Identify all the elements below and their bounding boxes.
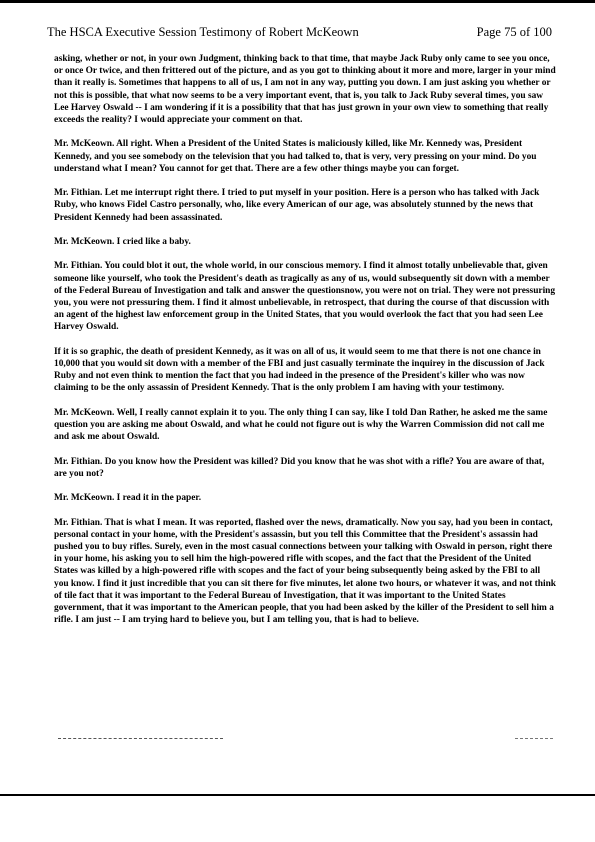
paragraph-3 bbox=[54, 187, 557, 224]
paragraph-text: I cried like a baby. bbox=[116, 237, 191, 247]
paragraph-text: asking, whether or not, in your own Judgment, thinking back to that time, that maybe Jack Ruby only came to see you once, or once Or twice, and then frittered out of the picture, and as you got to thinking about it more and more, larger in your mind than it really is. Sometimes that happens to all of us, I am not in any way, putting you down. I am just asking you whether or not this is possible, that what now seems to be a very important event, that is, you talk to Jack Ruby several times, you saw Lee Harvey Oswald -- I am wondering if it is a possibility that that has just grown in your own view to something that really exceeds the reality? I would appreciate your comment on that. bbox=[54, 54, 556, 126]
speaker-label: Mr. Fithian. bbox=[54, 188, 103, 199]
speaker-label: Mr. McKeown. bbox=[54, 237, 115, 247]
speaker-label: Mr. McKeown. bbox=[54, 493, 115, 504]
paragraph-8 bbox=[54, 456, 557, 480]
paragraph-6 bbox=[54, 346, 557, 395]
speaker-label: Mr. Fithian. bbox=[54, 261, 103, 272]
paragraph-9 bbox=[54, 492, 557, 504]
page-header bbox=[47, 24, 552, 40]
document-title: The HSCA Executive Session Testimony of Robert McKeown bbox=[47, 25, 359, 39]
paragraph-text: That is what I mean. It was reported, flashed over the news, dramatically. Now you say, had you been in contact, personal contact in your home, with the President's assassin, but you tell this Committee that the President's assassin had pushed you to buy rifles. Surely, even in the most casual connections between your talking with Oswald in person, right there in your home, his asking you to sell him the high-powered rifle with scopes, and the fact that the President of the United States was killed by a high-powered rifle with scopes and the fact of your being subsequently being asked by the FBI to all you know. I find it just incredible that you can sit there for five minutes, let alone two hours, or whatever it was, and not think of tile fact that it was important to the Federal Bureau of Investigation, that it was important to the United States government, that it was important to the American people, that you had been asked by the killer of the President to sell him a rifle. I am just -- I am trying hard to believe you, but I am telling you, that is had to believe. bbox=[54, 517, 557, 626]
paragraph-5 bbox=[54, 260, 557, 333]
footer-dashed-line-right bbox=[515, 738, 553, 739]
paragraph-text: All right. When a President of the United States is maliciously killed, like Mr. Kennedy was, President Kennedy, and you see somebody on the television that you had talked to, that is very, very pressing on your mind. Do you understand what I mean? You cannot for get that. There are a few other things maybe you can forget. bbox=[54, 139, 537, 174]
page-number: Page 75 of 100 bbox=[476, 25, 552, 39]
paragraph-text: You could blot it out, the whole world, in our conscious memory. I find it almost totally unbelievable that, given someone like yourself, who took the President's death as tragically as any of us, would subsequently sit down with a member of the Federal Bureau of Investigation and talk and answer the questionsnow, you were not on trial. They were not pressuring you, you were not pressuring them. I find it almost unbelievable, in retrospect, that during the course of that discussion with an agent of the highest law enforcement group in the United States, that you would overlook the fact that you had seen Lee Harvey Oswald. bbox=[54, 261, 556, 333]
speaker-label: Mr. Fithian. bbox=[54, 517, 103, 528]
paragraph-1 bbox=[54, 53, 557, 126]
speaker-label: Mr. Fithian. bbox=[54, 456, 103, 467]
testimony-body bbox=[54, 53, 557, 639]
paragraph-2 bbox=[54, 138, 557, 175]
paragraph-4 bbox=[54, 236, 557, 248]
paragraph-text: If it is so graphic, the death of president Kennedy, as it was on all of us, it would seem to me that there is not one chance in 10,000 that you would sit down with a member of the FBI and just casually terminate the inquirey in the discussion of Jack Ruby and not even think to mention the fact that you had indeed in the presence of the President's killer who was now claiming to be the only assassin of President Kennedy. That is the only problem I am having with your testimony. bbox=[54, 346, 545, 394]
bottom-rule bbox=[0, 794, 595, 796]
paragraph-text: Let me interrupt right there. I tried to put myself in your position. Here is a person who has talked with Jack Ruby, who knows Fidel Castro personally, who, like every American of our age, was absolutely stunned by the news that President Kennedy had been assassinated. bbox=[54, 188, 540, 223]
footer-dashed-line bbox=[58, 738, 223, 739]
speaker-label: Mr. McKeown. bbox=[54, 139, 115, 150]
top-rule bbox=[0, 0, 595, 3]
paragraph-text: Do you know how the President was killed? Did you know that he was shot with a rifle? You are aware of that, are you not? bbox=[54, 456, 545, 479]
paragraph-text: Well, I really cannot explain it to you. The only thing I can say, like I told Dan Rather, he asked me the same question you are asking me about Oswald, and what he could not figure out is why the Warren Commission did not call me and ask me about Oswald. bbox=[54, 407, 548, 443]
paragraph-7 bbox=[54, 407, 557, 444]
paragraph-text: I read it in the paper. bbox=[116, 493, 202, 504]
paragraph-10 bbox=[54, 517, 557, 627]
speaker-label: Mr. McKeown. bbox=[54, 407, 115, 418]
